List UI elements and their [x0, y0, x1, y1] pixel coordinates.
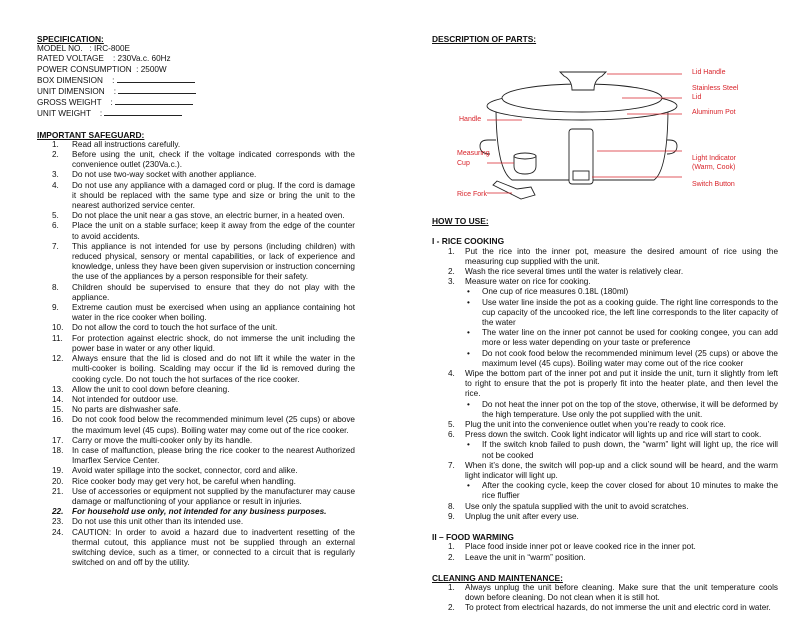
spec-row	[37, 44, 355, 54]
list-item	[37, 170, 355, 180]
spec-label: BOX DIMENSION :	[37, 75, 117, 85]
spec-row	[37, 75, 355, 86]
bullet-item	[432, 400, 778, 420]
item-number: 7.	[52, 241, 59, 251]
item-number: 16.	[52, 415, 64, 425]
list-item	[432, 553, 778, 563]
item-text: Children should be supervised to ensure that they do not play with the appliance.	[72, 282, 355, 302]
label-handle: Handle	[459, 116, 482, 124]
bullet-item	[432, 440, 778, 460]
spec-value	[104, 108, 182, 116]
list-item	[37, 211, 355, 221]
item-text: Plug the unit into the convenience outlet when you’re ready to cook rice.	[465, 420, 726, 430]
list-item	[37, 181, 355, 212]
item-number: 6.	[52, 221, 59, 231]
safeguard-list	[37, 140, 355, 569]
item-text: Wash the rice several times until the water is relatively clear.	[465, 267, 684, 277]
list-item	[37, 446, 355, 466]
item-text: Use only the spatula supplied with the unit to avoid scratches.	[465, 501, 689, 511]
item-number: 1.	[448, 542, 455, 552]
spec-row	[37, 108, 355, 119]
item-text: Leave the unit in “warm” position.	[465, 552, 586, 562]
list-item	[432, 420, 778, 430]
bullet-item	[432, 328, 778, 348]
item-number: •	[467, 481, 470, 491]
item-text: Allow the unit to cool down before cleaning.	[72, 384, 230, 394]
item-text: Read all instructions carefully.	[72, 139, 181, 149]
food-warming-list	[432, 542, 778, 562]
item-text: Do not cook food below the recommended minimum level (25 cups) or above the maximum level (45 cups). Boiling water may come out of the rice cooker.	[72, 415, 355, 435]
item-text: When it’s done, the switch will pop-up and a click sound will be heard, and the warm light indicator will light up.	[465, 460, 778, 481]
how-to-use-heading: HOW TO USE:	[432, 216, 489, 227]
label-stainless-lid-2: Lid	[692, 94, 702, 102]
item-number: •	[467, 348, 470, 358]
spec-label: GROSS WEIGHT :	[37, 98, 116, 108]
item-number: •	[467, 297, 470, 307]
item-text: This appliance is not intended for use by persons (including children) with reduced physical, sensory or mental capabilities, or lack of experience and knowledge, unless they have been given supervision or instruction concerning the use of the appliances by a person responsible for their safety.	[72, 241, 355, 282]
rice-fork	[493, 181, 535, 199]
switch-button	[573, 171, 589, 180]
item-number: 19.	[52, 466, 64, 476]
item-number: 24.	[52, 527, 64, 537]
item-number: 3.	[52, 170, 59, 180]
label-light-indicator: Light Indicator	[692, 155, 736, 163]
spec-value	[117, 75, 195, 83]
label-stainless-lid: Stainless Steel	[692, 85, 739, 93]
item-number: 11.	[52, 333, 63, 343]
item-text: In case of malfunction, please bring the rice cooker to the nearest Authorized Imarflex Service Center.	[72, 445, 355, 466]
item-text: Do not heat the inner pot on the top of the stove, otherwise, it will be deformed by the high temperature. Use only the pot supplied with the unit.	[482, 399, 778, 419]
item-number: 4.	[448, 369, 455, 379]
item-text: No parts are dishwasher safe.	[72, 405, 181, 415]
item-text: The water line on the inner pot cannot be used for cooking congee, you can add more or less water depending on your taste or preference	[482, 328, 778, 348]
spec-value	[115, 97, 193, 105]
list-item	[432, 542, 778, 552]
item-number: 15.	[52, 405, 64, 415]
item-number: 1.	[448, 582, 455, 592]
item-number: 5.	[448, 420, 455, 430]
item-text: Always ensure that the lid is closed and do not lift it while the water in the multi-cooker is boiling. Scalding may occur if the lid is removed during the cooking cycle. Do not touch the hot surfaces of the rice cooker.	[72, 354, 355, 384]
item-number: 6.	[448, 430, 455, 440]
spec-label: RATED VOLTAGE :	[37, 54, 118, 64]
list-item	[37, 140, 355, 150]
specification-list	[37, 44, 355, 119]
item-number: •	[467, 287, 470, 297]
food-warming-heading: II – FOOD WARMING	[432, 532, 514, 543]
item-text: Put the rice into the inner pot, measure the desired amount of rice using the measuring cup supplied with the unit.	[465, 246, 778, 266]
spec-row	[37, 86, 355, 97]
list-item	[37, 303, 355, 323]
spec-row	[37, 97, 355, 108]
item-text: Measure water on rice for cooking.	[465, 277, 591, 287]
spec-row	[37, 54, 355, 64]
list-item	[432, 461, 778, 481]
label-light-indicator-2: (Warm, Cook)	[692, 164, 736, 172]
list-item	[37, 405, 355, 415]
item-number: 23.	[52, 517, 64, 527]
spec-label: UNIT WEIGHT :	[37, 109, 105, 119]
item-number: 17.	[52, 435, 64, 445]
list-item	[37, 436, 355, 446]
item-text: Always unplug the unit before cleaning. Make sure that the unit temperature cools down before cleaning. Do not clean when it is still hot.	[465, 582, 778, 603]
item-number: 18.	[52, 445, 64, 455]
spec-row	[37, 65, 355, 75]
item-text: Use water line inside the pot as a cooking guide. The right line corresponds to the cup capacity of the uncooked rice, the left line corresponds to the liter capacity of the water	[482, 297, 778, 328]
item-text: One cup of rice measures 0.18L (180ml)	[482, 287, 629, 297]
specification-heading: SPECIFICATION:	[37, 34, 104, 44]
item-text: Do not allow the cord to touch the hot surface of the unit.	[72, 323, 278, 333]
list-item	[432, 603, 778, 613]
item-number: 4.	[52, 180, 59, 190]
list-item	[37, 528, 355, 569]
list-item	[37, 415, 355, 435]
spec-label: MODEL NO. :	[37, 44, 95, 54]
item-number: 21.	[52, 486, 64, 496]
item-text: Before using the unit, check if the voltage indicated corresponds with the convenience outlet (230Va.c.).	[72, 150, 355, 170]
item-number: 8.	[52, 282, 59, 292]
label-switch-button: Switch Button	[692, 181, 735, 189]
spec-value: 230Va.c. 60Hz	[117, 54, 171, 64]
item-text: Carry or move the multi-cooker only by its handle.	[72, 435, 253, 445]
label-lid-handle: Lid Handle	[692, 69, 726, 77]
item-number: 1.	[448, 246, 455, 256]
bullet-item	[432, 481, 778, 501]
left-column	[37, 34, 355, 568]
spec-value	[118, 86, 196, 94]
list-item	[37, 334, 355, 354]
rice-cooker-diagram	[432, 50, 778, 200]
list-item	[37, 354, 355, 385]
cleaning-heading: CLEANING AND MAINTENANCE:	[432, 572, 563, 583]
safeguard-heading: IMPORTANT SAFEGUARD:	[37, 129, 145, 140]
rice-cooking-list	[432, 247, 778, 522]
list-item	[37, 466, 355, 476]
item-number: 13.	[52, 384, 64, 394]
item-text: To protect from electrical hazards, do not immerse the unit and electric cord in water.	[465, 603, 771, 613]
item-number: 5.	[52, 211, 59, 221]
item-text: For protection against electric shock, do not immerse the unit including the power base in water or any other liquid.	[72, 333, 355, 353]
item-text: Extreme caution must be exercised when using an appliance containing hot water in the rice cooker when boiling.	[72, 303, 355, 323]
item-number: 2.	[52, 150, 59, 160]
bullet-item	[432, 287, 778, 297]
item-text: After the cooking cycle, keep the cover closed for about 10 minutes to make the rice fluffier	[482, 481, 778, 501]
cleaning-list	[432, 583, 778, 614]
list-item	[432, 502, 778, 512]
spec-label: POWER CONSUMPTION :	[37, 64, 141, 74]
item-text: Place food inside inner pot or leave cooked rice in the inner pot.	[465, 542, 696, 552]
item-number: 14.	[52, 394, 64, 404]
spec-label: UNIT DIMENSION :	[37, 87, 119, 97]
item-text: Do not cook food below the recommended minimum level (25 cups) or above the maximum level (45 cups). Boiling water may come out of the rice cooker	[482, 348, 778, 368]
label-rice-fork: Rice Fork	[457, 191, 487, 199]
label-aluminum-pot: Aluminum Pot	[692, 109, 736, 117]
parts-heading: DESCRIPTION OF PARTS:	[432, 34, 537, 44]
item-number: •	[467, 328, 470, 338]
list-item	[432, 277, 778, 287]
list-item	[37, 242, 355, 283]
item-number: 8.	[448, 501, 455, 511]
item-number: 9.	[52, 303, 59, 313]
item-text: CAUTION: In order to avoid a hazard due to inadvertent resetting of the thermal cutout, this appliance must not be supplied through an external switching device, such as a timer, or connected to a circuit that is regularly switched on and off by the utility.	[72, 527, 355, 568]
item-text: Wipe the bottom part of the inner pot and put it inside the unit, turn it slightly from left to right to ensure that the pot is properly fit into the heater plate, and then level the rice.	[465, 369, 778, 399]
list-item	[432, 512, 778, 522]
item-text: Place the unit on a stable surface; keep it away from the edge of the counter to avoid accidents.	[72, 221, 355, 241]
list-item	[432, 430, 778, 440]
bullet-item	[432, 298, 778, 329]
item-text: If the switch knob failed to push down, the “warm” light will light up, the rice will not be cooked	[482, 440, 778, 460]
spec-value: IRC-800E	[94, 44, 130, 54]
item-text: Use of accessories or equipment not supplied by the manufacturer may cause damage or malfunctioning of your appliance or result in injuries.	[72, 486, 355, 506]
list-item	[37, 487, 355, 507]
rice-cooking-heading: I - RICE COOKING	[432, 236, 505, 247]
list-item	[37, 517, 355, 527]
item-number: 22.	[52, 507, 64, 517]
label-measuring-cup-2: Cup	[457, 160, 470, 168]
item-text: Press down the switch. Cook light indicator will lights up and rice will start to cook.	[465, 430, 762, 440]
list-item	[37, 323, 355, 333]
list-item	[37, 283, 355, 303]
list-item	[37, 507, 355, 517]
list-item	[432, 583, 778, 603]
item-number: 2.	[448, 603, 455, 613]
item-text: Rice cooker body may get very hot, be careful when handling.	[72, 476, 296, 486]
rice-cooker-illustration	[432, 50, 778, 200]
list-item	[432, 247, 778, 267]
item-number: 10.	[52, 323, 64, 333]
spec-value: 2500W	[140, 64, 167, 74]
item-number: 2.	[448, 267, 455, 277]
item-text: For household use only, not intended for any business purposes.	[72, 507, 327, 517]
item-text: Do not use this unit other than its intended use.	[72, 517, 244, 527]
item-text: Not intended for outdoor use.	[72, 394, 179, 404]
item-number: 20.	[52, 476, 64, 486]
item-number: 9.	[448, 511, 455, 521]
item-text: Unplug the unit after every use.	[465, 511, 579, 521]
bullet-item	[432, 349, 778, 369]
item-number: •	[467, 399, 470, 409]
list-item	[432, 369, 778, 400]
item-number: 3.	[448, 277, 455, 287]
right-column	[432, 34, 778, 614]
list-item	[37, 150, 355, 170]
item-number: 7.	[448, 460, 455, 470]
item-number: 12.	[52, 354, 64, 364]
item-number: 2.	[448, 552, 455, 562]
item-text: Avoid water spillage into the socket, connector, cord and alike.	[72, 466, 298, 476]
list-item	[37, 477, 355, 487]
list-item	[432, 267, 778, 277]
label-measuring-cup: Measuring	[457, 150, 490, 158]
item-text: Do not place the unit near a gas stove, an electric burner, in a heated oven.	[72, 211, 345, 221]
item-text: Do not use two-way socket with another appliance.	[72, 170, 257, 180]
list-item	[37, 385, 355, 395]
list-item	[37, 221, 355, 241]
item-text: Do not use any appliance with a damaged cord or plug. If the cord is damage it should be replaced with the same type and size or bring the unit to the nearest authorized service center.	[72, 180, 355, 211]
list-item	[37, 395, 355, 405]
item-number: 1.	[52, 139, 59, 149]
item-number: •	[467, 440, 470, 450]
